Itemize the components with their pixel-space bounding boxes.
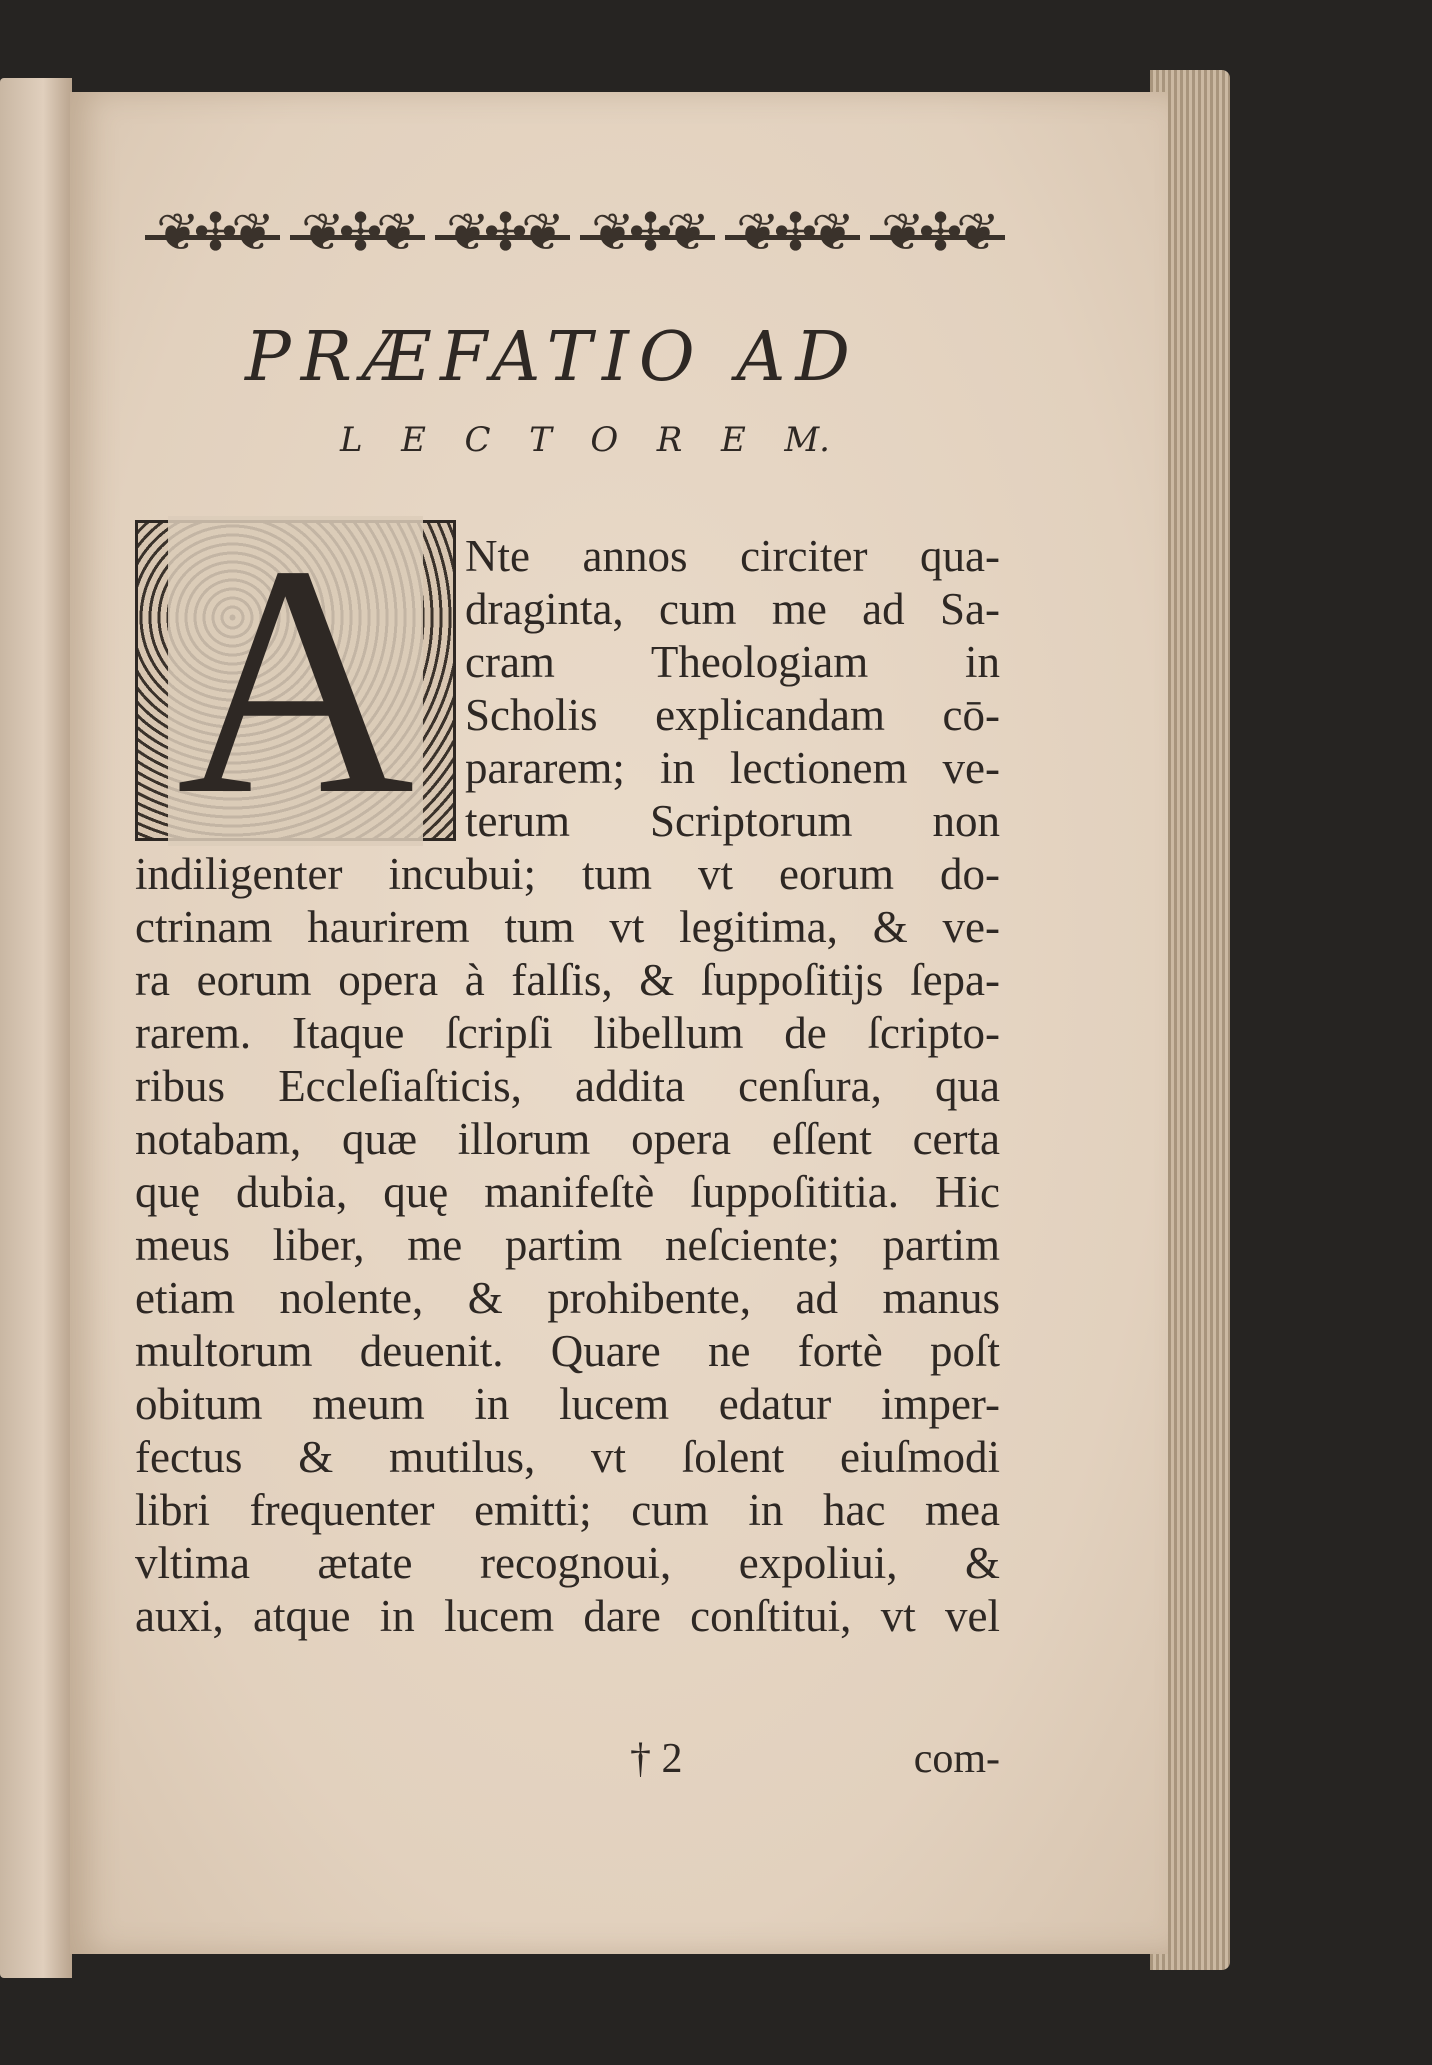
facing-page-edge — [0, 78, 72, 1978]
ornament-unit — [580, 195, 715, 280]
text-line: notabam, quæ illorum opera eſſent certa — [135, 1114, 1000, 1164]
page-title: PRÆFATIO AD — [245, 318, 860, 397]
text-line: ribus Eccleſiaſticis, addita cenſura, qua — [135, 1061, 1000, 1111]
ornament-unit — [870, 195, 1005, 280]
ornament-unit — [145, 195, 280, 280]
subtitle-letter: M. — [784, 420, 830, 460]
text-line: indiligenter incubui; tum vt eorum do- — [135, 849, 1000, 899]
text-line: ra eorum opera à falſis, & ſuppoſitijs ſepa- — [135, 955, 1000, 1005]
text-line: etiam nolente, & prohibente, ad manus — [135, 1273, 1000, 1323]
catchword: com- — [913, 1736, 1000, 1782]
subtitle-letter: T — [529, 420, 552, 460]
ornament-unit — [435, 195, 570, 280]
subtitle-letter: E — [401, 420, 426, 460]
body-text — [135, 530, 1000, 1643]
subtitle-letter: E — [720, 420, 746, 460]
text-line: fectus & mutilus, vt ſolent eiuſmodi — [135, 1432, 1000, 1482]
text-line: rarem. Itaque ſcripſi libellum de ſcripto- — [135, 1008, 1000, 1058]
headpiece-ornament — [145, 190, 1005, 285]
subtitle-letter: R — [656, 420, 683, 460]
text-line: Nte annos circiter qua- — [465, 531, 1000, 581]
text-line: libri frequenter emitti; cum in hac mea — [135, 1485, 1000, 1535]
text-line: draginta, cum me ad Sa- — [465, 584, 1000, 634]
text-line: obitum meum in lucem edatur imper- — [135, 1379, 1000, 1429]
text-line: auxi, atque in lucem dare conſtitui, vt vel — [135, 1591, 1000, 1641]
text-line: Scholis explicandam cō- — [465, 690, 1000, 740]
subtitle-letter: C — [464, 420, 491, 460]
text-line: multorum deuenit. Quare ne fortè poſt — [135, 1326, 1000, 1376]
ornament-unit — [725, 195, 860, 280]
text-line: pararem; in lectionem ve- — [465, 743, 1000, 793]
subtitle-letter: O — [590, 420, 619, 460]
subtitle-letter: L — [340, 420, 363, 460]
text-line: ctrinam haurirem tum vt legitima, & ve- — [135, 902, 1000, 952]
ornament-unit — [290, 195, 425, 280]
text-line: quę dubia, quę manifeſtè ſuppoſititia. Hic — [135, 1167, 1000, 1217]
initial-letter: A — [168, 516, 422, 846]
text-line: terum Scriptorum non — [465, 796, 1000, 846]
text-line: cram Theologiam in — [465, 637, 1000, 687]
signature-mark: † 2 — [630, 1736, 683, 1782]
text-line: vltima ætate recognoui, expoliui, & — [135, 1538, 1000, 1588]
text-line: meus liber, me partim neſciente; partim — [135, 1220, 1000, 1270]
page-subtitle — [340, 420, 830, 460]
